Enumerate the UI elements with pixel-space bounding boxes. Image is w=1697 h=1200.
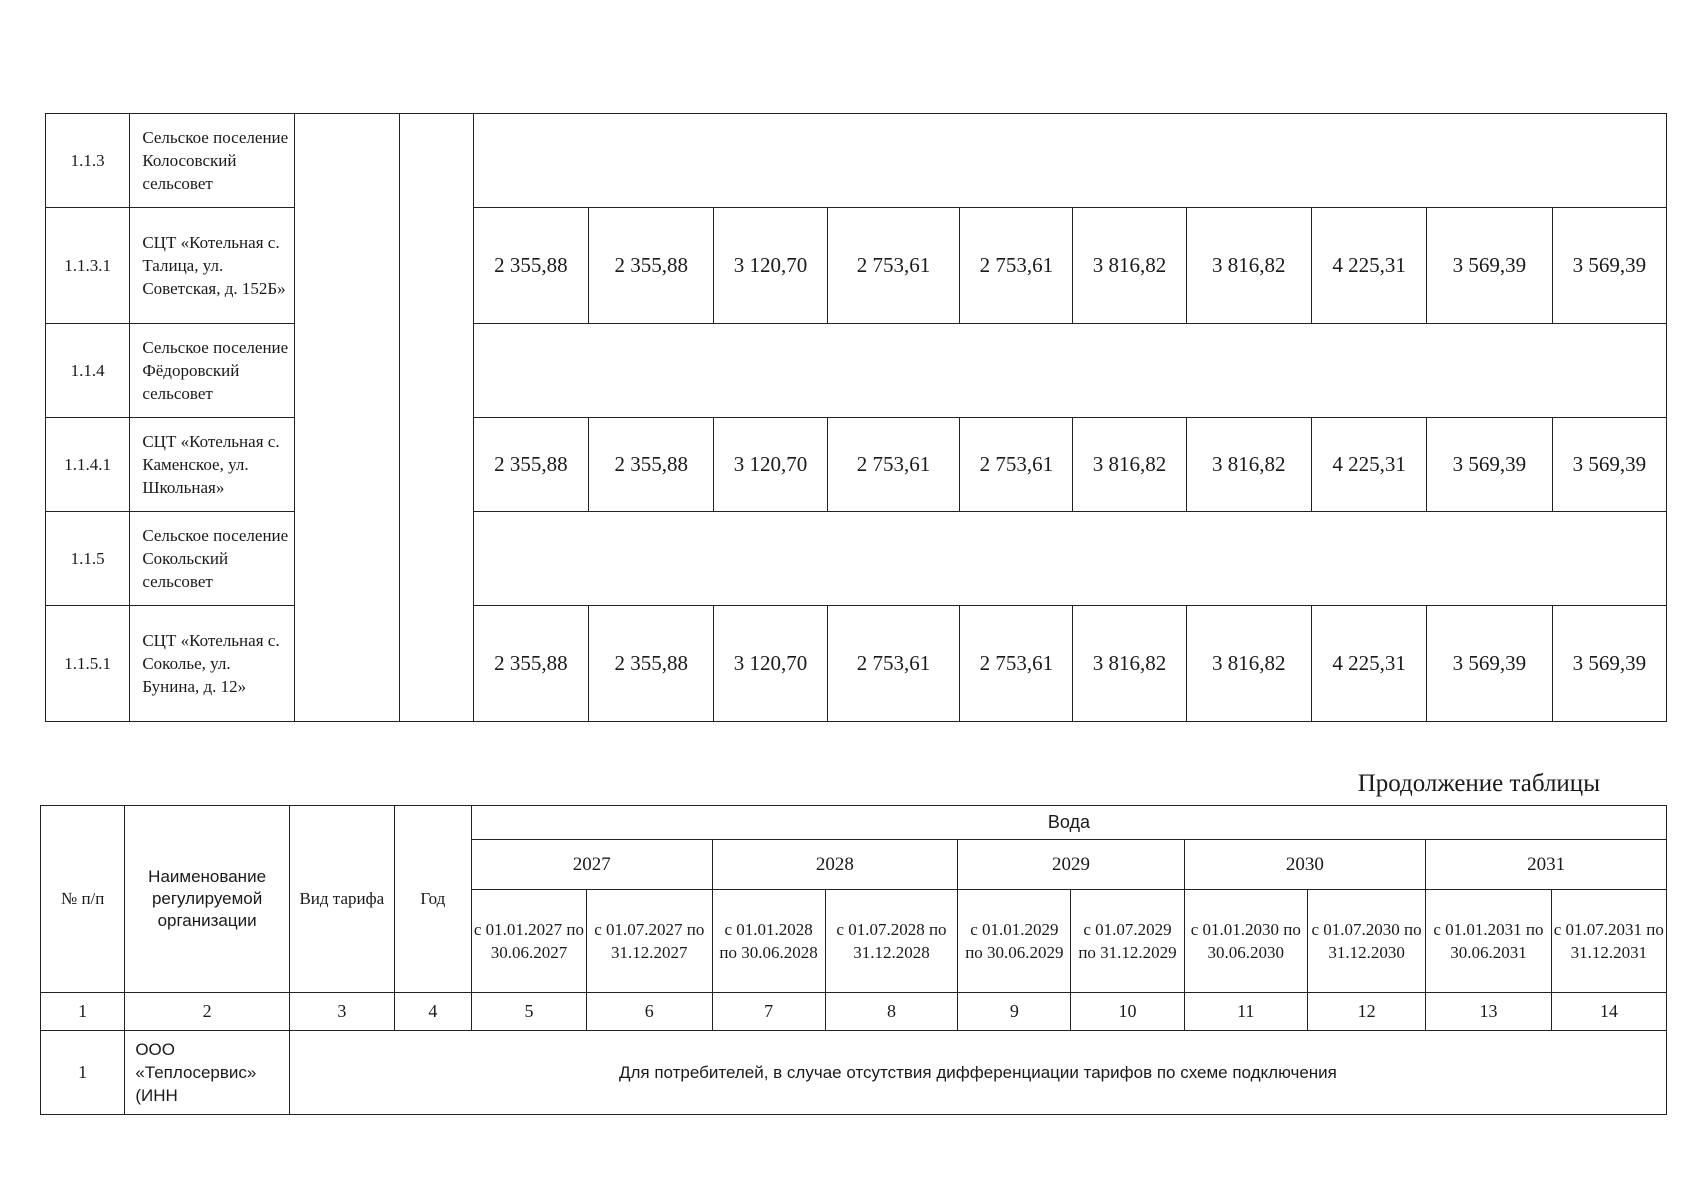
header-period: с 01.01.2031 по 30.06.2031 <box>1426 890 1551 993</box>
tariff-value: 2 355,88 <box>589 418 714 512</box>
tariff-value: 3 569,39 <box>1427 208 1552 324</box>
tariff-value: 3 816,82 <box>1186 208 1311 324</box>
row-name: СЦТ «Котельная с. Каменское, ул. Школьная» <box>130 418 295 512</box>
column-index: 9 <box>958 993 1071 1031</box>
header-water-group: Вода <box>471 806 1666 840</box>
tariff-value: 2 355,88 <box>589 208 714 324</box>
header-row-number: № п/п <box>41 806 125 993</box>
tariff-value: 3 569,39 <box>1552 208 1666 324</box>
column-index: 2 <box>125 993 290 1031</box>
tariff-value: 2 355,88 <box>473 606 588 722</box>
tariff-value: 3 120,70 <box>714 606 827 722</box>
tariff-value: 3 816,82 <box>1186 606 1311 722</box>
header-period: с 01.07.2031 по 31.12.2031 <box>1551 890 1666 993</box>
tariff-value: 4 225,31 <box>1312 418 1427 512</box>
column-index: 12 <box>1307 993 1425 1031</box>
header-period: с 01.07.2028 по 31.12.2028 <box>825 890 958 993</box>
table-row <box>46 512 1667 606</box>
year-cell <box>399 114 473 722</box>
tariff-value: 4 225,31 <box>1312 606 1427 722</box>
row-name: Сельское поселение Фёдоровский сельсовет <box>130 324 295 418</box>
row-name: Сельское поселение Сокольский сельсовет <box>130 512 295 606</box>
header-year-2029: 2029 <box>958 840 1184 890</box>
row-number: 1.1.5 <box>46 512 130 606</box>
section-blank <box>473 324 1666 418</box>
header-period: с 01.01.2029 по 30.06.2029 <box>958 890 1071 993</box>
row-number: 1.1.3.1 <box>46 208 130 324</box>
tariff-table-header <box>40 805 1667 1115</box>
tariff-value: 2 753,61 <box>960 418 1073 512</box>
column-index: 7 <box>712 993 825 1031</box>
row-name: СЦТ «Котельная с. Соколье, ул. Бунина, д. 12» <box>130 606 295 722</box>
tariff-table-top <box>45 113 1667 722</box>
header-period: с 01.01.2030 по 30.06.2030 <box>1184 890 1307 993</box>
row-number: 1.1.3 <box>46 114 130 208</box>
tariff-value: 3 816,82 <box>1073 208 1186 324</box>
table-row <box>46 114 1667 208</box>
header-period: с 01.07.2030 по 31.12.2030 <box>1307 890 1425 993</box>
column-index: 1 <box>41 993 125 1031</box>
tariff-value: 2 753,61 <box>827 418 960 512</box>
org-row-name: ООО «Теплосервис» (ИНН <box>125 1031 290 1115</box>
table-row <box>46 208 1667 324</box>
column-index: 3 <box>289 993 394 1031</box>
tariff-type-cell <box>294 114 399 722</box>
column-index: 5 <box>471 993 586 1031</box>
tariff-value: 2 753,61 <box>827 606 960 722</box>
tariff-value: 2 753,61 <box>827 208 960 324</box>
column-index: 4 <box>394 993 471 1031</box>
tariff-value: 3 569,39 <box>1427 606 1552 722</box>
tariff-value: 3 569,39 <box>1427 418 1552 512</box>
column-index: 11 <box>1184 993 1307 1031</box>
header-period: с 01.07.2029 по 31.12.2029 <box>1071 890 1184 993</box>
header-period: с 01.07.2027 по 31.12.2027 <box>587 890 712 993</box>
tariff-value: 2 355,88 <box>473 418 588 512</box>
header-year: Год <box>394 806 471 993</box>
header-period: с 01.01.2027 по 30.06.2027 <box>471 890 586 993</box>
row-number: 1.1.5.1 <box>46 606 130 722</box>
tariff-value: 2 753,61 <box>960 208 1073 324</box>
section-blank <box>473 114 1666 208</box>
tariff-value: 3 120,70 <box>714 208 827 324</box>
tariff-value: 3 569,39 <box>1552 418 1666 512</box>
table-row <box>46 324 1667 418</box>
column-index: 6 <box>587 993 712 1031</box>
tariff-value: 3 816,82 <box>1073 418 1186 512</box>
tariff-value: 4 225,31 <box>1312 208 1427 324</box>
org-row-note: Для потребителей, в случае отсутствия дифференциации тарифов по схеме подключения <box>289 1031 1666 1115</box>
column-index: 13 <box>1426 993 1551 1031</box>
tariff-value: 3 816,82 <box>1186 418 1311 512</box>
tariff-value: 3 569,39 <box>1552 606 1666 722</box>
tariff-value: 2 753,61 <box>960 606 1073 722</box>
table-continuation-caption: Продолжение таблицы <box>1357 770 1600 797</box>
row-name: Сельское поселение Колосовский сельсовет <box>130 114 295 208</box>
header-year-2027: 2027 <box>471 840 712 890</box>
table-row <box>46 606 1667 722</box>
column-index: 14 <box>1551 993 1666 1031</box>
header-period: с 01.01.2028 по 30.06.2028 <box>712 890 825 993</box>
header-year-2030: 2030 <box>1184 840 1426 890</box>
column-index: 10 <box>1071 993 1184 1031</box>
header-year-2031: 2031 <box>1426 840 1667 890</box>
tariff-value: 3 816,82 <box>1073 606 1186 722</box>
row-number: 1.1.4 <box>46 324 130 418</box>
column-index: 8 <box>825 993 958 1031</box>
tariff-value: 2 355,88 <box>589 606 714 722</box>
row-name: СЦТ «Котельная с. Талица, ул. Советская, д. 152Б» <box>130 208 295 324</box>
header-organization-name: Наименование регулируемой организации <box>125 806 290 993</box>
section-blank <box>473 512 1666 606</box>
row-number: 1.1.4.1 <box>46 418 130 512</box>
tariff-value: 2 355,88 <box>473 208 588 324</box>
tariff-value: 3 120,70 <box>714 418 827 512</box>
header-tariff-type: Вид тарифа <box>289 806 394 993</box>
header-year-2028: 2028 <box>712 840 958 890</box>
table-row <box>46 418 1667 512</box>
org-row-number: 1 <box>41 1031 125 1115</box>
